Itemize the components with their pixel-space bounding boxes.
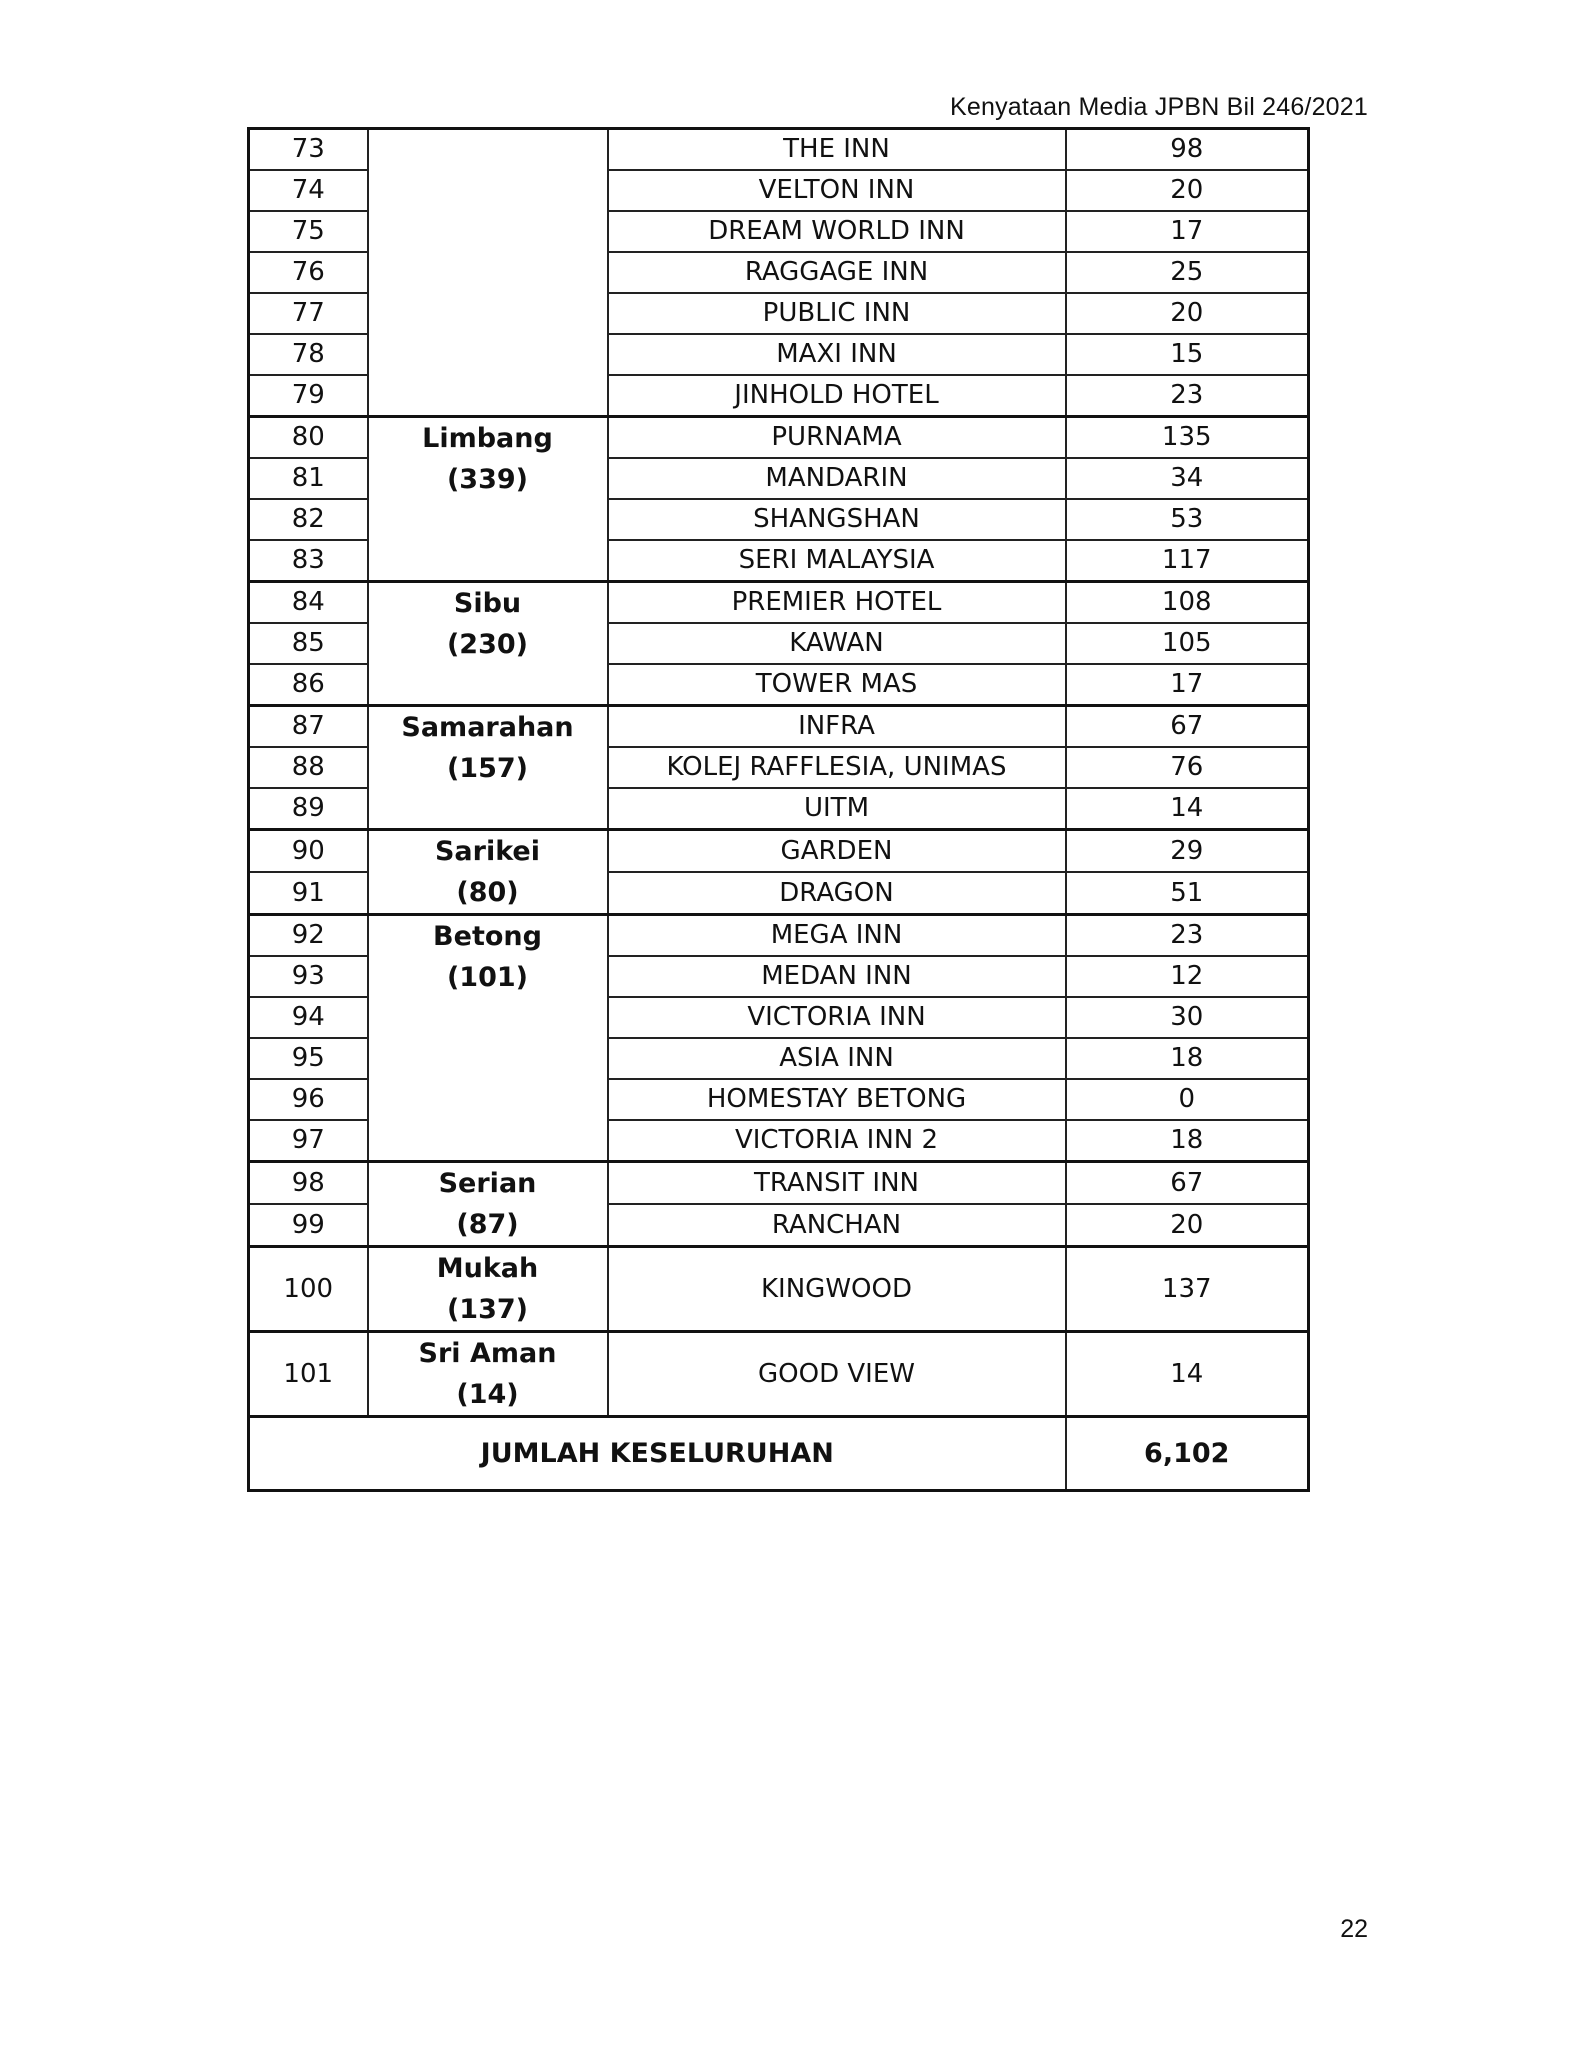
total-label: JUMLAH KESELURUHAN: [249, 1417, 1066, 1491]
capacity-cell: 15: [1066, 334, 1309, 375]
row-number-cell: 100: [249, 1247, 368, 1332]
hotel-name-cell: THE INN: [608, 129, 1066, 171]
row-number-cell: 98: [249, 1162, 368, 1205]
row-number-cell: 90: [249, 830, 368, 873]
table-row: [249, 915, 1309, 957]
row-number-cell: 85: [249, 623, 368, 664]
district-name: Sibu: [453, 588, 522, 619]
hotel-name-cell: KOLEJ RAFFLESIA, UNIMAS: [608, 747, 1066, 788]
district-cell: [368, 582, 608, 706]
row-number-cell: 80: [249, 417, 368, 459]
capacity-cell: 29: [1066, 830, 1309, 873]
row-number-cell: 91: [249, 872, 368, 915]
hotel-name-cell: MAXI INN: [608, 334, 1066, 375]
capacity-cell: 14: [1066, 1332, 1309, 1417]
capacity-cell: 108: [1066, 582, 1309, 624]
hotel-name-cell: TRANSIT INN: [608, 1162, 1066, 1205]
hotel-name-cell: VICTORIA INN 2: [608, 1120, 1066, 1162]
row-number-cell: 79: [249, 375, 368, 417]
district-name: Sarikei: [434, 836, 541, 867]
hotel-name-cell: UITM: [608, 788, 1066, 830]
row-number-cell: 99: [249, 1204, 368, 1247]
row-number-cell: 83: [249, 540, 368, 582]
capacity-cell: 23: [1066, 915, 1309, 957]
district-count: (101): [446, 962, 529, 993]
hotel-name-cell: DRAGON: [608, 872, 1066, 915]
row-number-cell: 86: [249, 664, 368, 706]
capacity-cell: 18: [1066, 1120, 1309, 1162]
district-name: Samarahan: [401, 712, 574, 743]
district-name: Mukah: [436, 1253, 539, 1284]
district-count: (80): [456, 877, 519, 908]
district-count: (157): [446, 753, 529, 784]
district-cell: [368, 1332, 608, 1417]
row-number-cell: 75: [249, 211, 368, 252]
capacity-cell: 17: [1066, 664, 1309, 706]
row-number-cell: 97: [249, 1120, 368, 1162]
table-row: [249, 1332, 1309, 1417]
row-number-cell: 77: [249, 293, 368, 334]
hotel-name-cell: MEGA INN: [608, 915, 1066, 957]
row-number-cell: 93: [249, 956, 368, 997]
row-number-cell: 88: [249, 747, 368, 788]
hotel-name-cell: DREAM WORLD INN: [608, 211, 1066, 252]
capacity-cell: 0: [1066, 1079, 1309, 1120]
capacity-cell: 53: [1066, 499, 1309, 540]
total-value: 6,102: [1066, 1417, 1309, 1491]
capacity-cell: 14: [1066, 788, 1309, 830]
hotel-name-cell: RAGGAGE INN: [608, 252, 1066, 293]
hotel-name-cell: JINHOLD HOTEL: [608, 375, 1066, 417]
total-row: [249, 1417, 1309, 1491]
capacity-cell: 51: [1066, 872, 1309, 915]
row-number-cell: 82: [249, 499, 368, 540]
hotel-name-cell: VICTORIA INN: [608, 997, 1066, 1038]
table-body: [249, 129, 1309, 1491]
row-number-cell: 87: [249, 706, 368, 748]
hotel-name-cell: GARDEN: [608, 830, 1066, 873]
capacity-cell: 20: [1066, 293, 1309, 334]
capacity-cell: 34: [1066, 458, 1309, 499]
row-number-cell: 95: [249, 1038, 368, 1079]
hotel-name-cell: GOOD VIEW: [608, 1332, 1066, 1417]
hotel-name-cell: PUBLIC INN: [608, 293, 1066, 334]
hotel-name-cell: SHANGSHAN: [608, 499, 1066, 540]
row-number-cell: 94: [249, 997, 368, 1038]
row-number-cell: 74: [249, 170, 368, 211]
capacity-cell: 67: [1066, 706, 1309, 748]
district-count: (230): [446, 629, 529, 660]
hotel-name-cell: VELTON INN: [608, 170, 1066, 211]
row-number-cell: 81: [249, 458, 368, 499]
capacity-cell: 98: [1066, 129, 1309, 171]
page-number: 22: [1340, 1915, 1368, 1943]
district-name: Betong: [433, 921, 542, 952]
table-row: [249, 1162, 1309, 1205]
hotel-name-cell: TOWER MAS: [608, 664, 1066, 706]
hotel-name-cell: KAWAN: [608, 623, 1066, 664]
hotel-name-cell: PREMIER HOTEL: [608, 582, 1066, 624]
table-row: [249, 582, 1309, 624]
hotel-name-cell: SERI MALAYSIA: [608, 540, 1066, 582]
capacity-cell: 12: [1066, 956, 1309, 997]
capacity-cell: 23: [1066, 375, 1309, 417]
hotel-name-cell: INFRA: [608, 706, 1066, 748]
capacity-cell: 30: [1066, 997, 1309, 1038]
district-cell: [368, 129, 608, 417]
district-count: (339): [446, 464, 529, 495]
district-cell: [368, 1247, 608, 1332]
hotel-name-cell: PURNAMA: [608, 417, 1066, 459]
district-count: (137): [446, 1294, 529, 1325]
district-cell: [368, 706, 608, 830]
capacity-cell: 135: [1066, 417, 1309, 459]
hotel-name-cell: ASIA INN: [608, 1038, 1066, 1079]
district-name: Sri Aman: [418, 1338, 557, 1369]
district-cell: [368, 417, 608, 582]
table-row: [249, 129, 1309, 171]
district-cell: [368, 1162, 608, 1247]
document-reference: Kenyataan Media JPBN Bil 246/2021: [950, 93, 1368, 121]
district-cell: [368, 830, 608, 915]
row-number-cell: 73: [249, 129, 368, 171]
row-number-cell: 96: [249, 1079, 368, 1120]
capacity-cell: 105: [1066, 623, 1309, 664]
row-number-cell: 76: [249, 252, 368, 293]
row-number-cell: 89: [249, 788, 368, 830]
table-row: [249, 830, 1309, 873]
capacity-cell: 20: [1066, 1204, 1309, 1247]
hotel-name-cell: RANCHAN: [608, 1204, 1066, 1247]
row-number-cell: 78: [249, 334, 368, 375]
capacity-cell: 76: [1066, 747, 1309, 788]
capacity-cell: 117: [1066, 540, 1309, 582]
hotel-name-cell: MANDARIN: [608, 458, 1066, 499]
row-number-cell: 84: [249, 582, 368, 624]
quarantine-centre-table: [247, 127, 1310, 1492]
row-number-cell: 92: [249, 915, 368, 957]
capacity-cell: 17: [1066, 211, 1309, 252]
table-row: [249, 417, 1309, 459]
capacity-cell: 18: [1066, 1038, 1309, 1079]
hotel-name-cell: MEDAN INN: [608, 956, 1066, 997]
hotel-name-cell: KINGWOOD: [608, 1247, 1066, 1332]
hotel-name-cell: HOMESTAY BETONG: [608, 1079, 1066, 1120]
table-row: [249, 1247, 1309, 1332]
capacity-cell: 20: [1066, 170, 1309, 211]
district-cell: [368, 915, 608, 1162]
district-count: (87): [456, 1209, 519, 1240]
capacity-cell: 137: [1066, 1247, 1309, 1332]
district-name: Serian: [438, 1168, 537, 1199]
district-count: (14): [456, 1379, 519, 1410]
capacity-cell: 67: [1066, 1162, 1309, 1205]
capacity-cell: 25: [1066, 252, 1309, 293]
table-row: [249, 706, 1309, 748]
row-number-cell: 101: [249, 1332, 368, 1417]
district-name: Limbang: [422, 423, 553, 454]
